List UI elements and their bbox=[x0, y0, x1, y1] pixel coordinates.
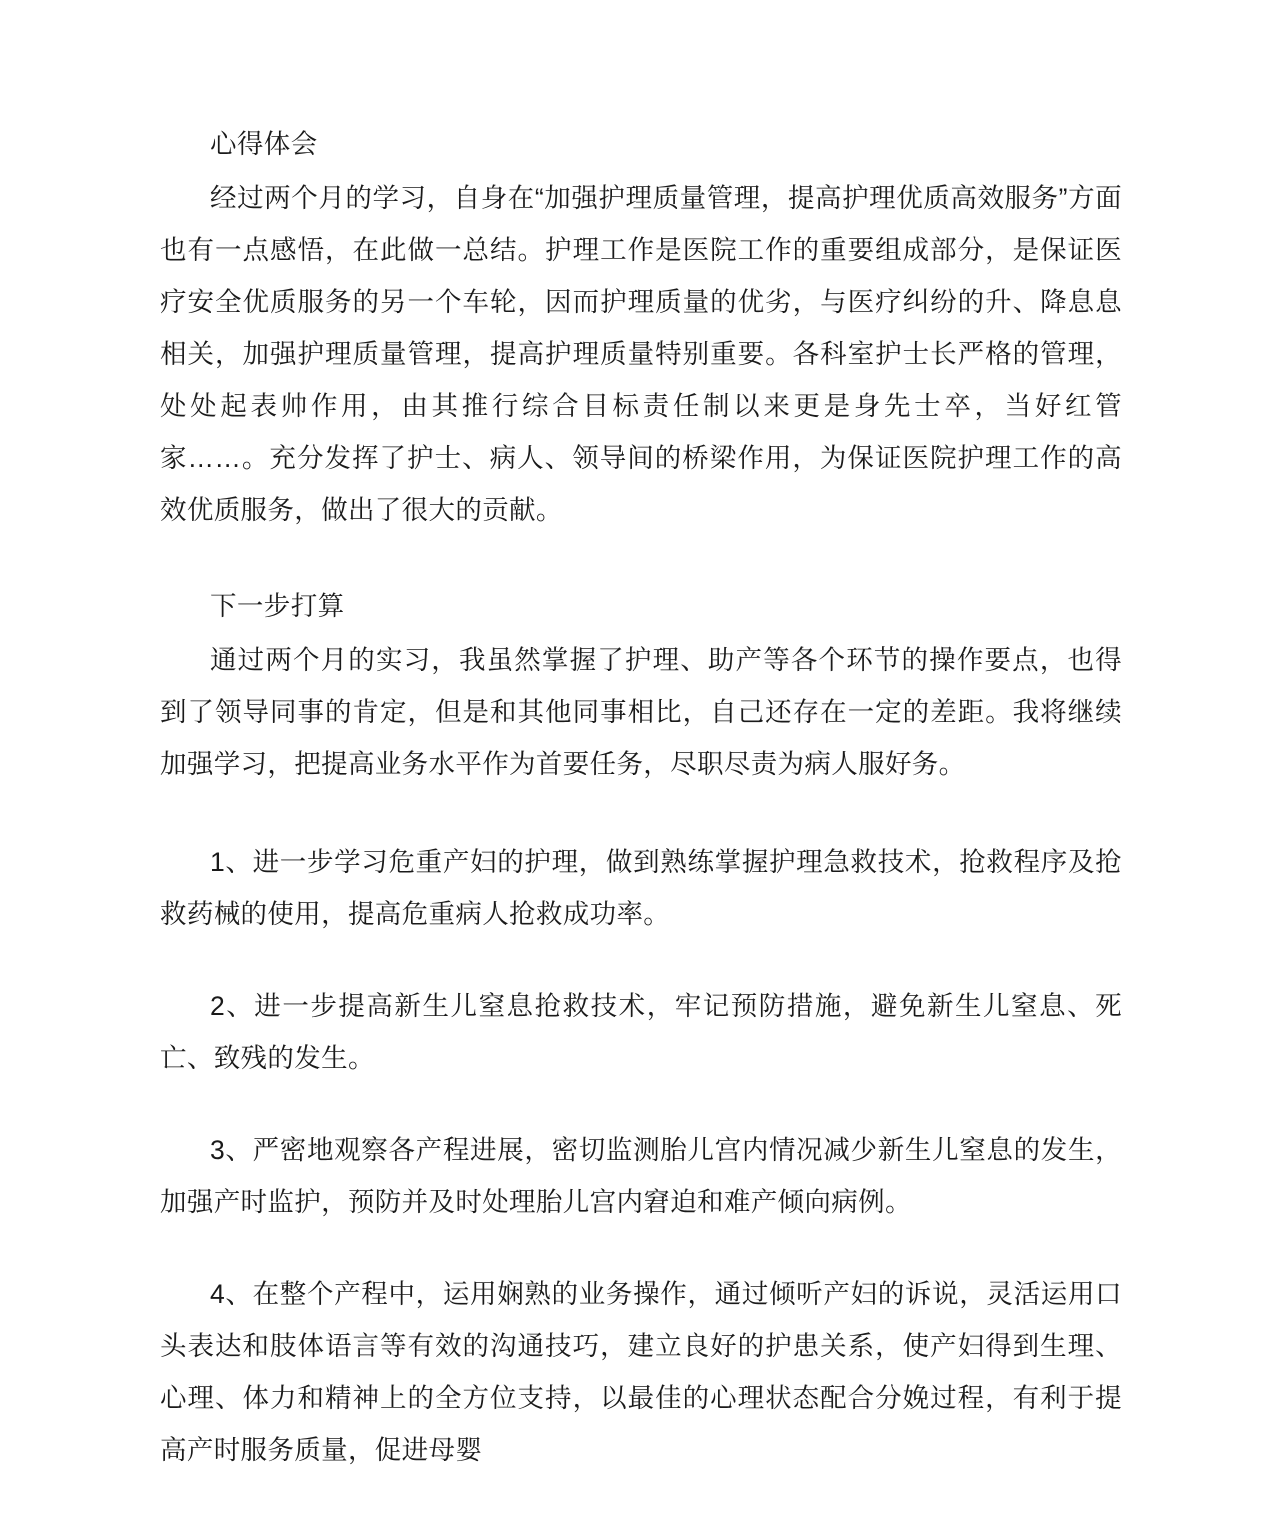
spacer bbox=[160, 790, 1122, 836]
numbered-item-1: 1、进一步学习危重产妇的护理，做到熟练掌握护理急救技术，抢救程序及抢救药械的使用，提高危重病人抢救成功率。 bbox=[160, 847, 1122, 929]
section-heading-experience: 心得体会 bbox=[210, 129, 318, 159]
spacer bbox=[160, 536, 1122, 580]
document-text-body bbox=[160, 118, 1122, 1476]
spacer bbox=[160, 1228, 1122, 1268]
paragraph-next-plan-1: 通过两个月的实习，我虽然掌握了护理、助产等各个环节的操作要点，也得到了领导同事的肯定，但是和其他同事相比，自己还存在一定的差距。我将继续加强学习，把提高业务水平作为首要任务，尽职尽责为病人服好务。 bbox=[160, 645, 1122, 779]
numbered-item-3: 3、严密地观察各产程进展，密切监测胎儿宫内情况减少新生儿窒息的发生，加强产时监护，预防并及时处理胎儿宫内窘迫和难产倾向病例。 bbox=[160, 1135, 1122, 1217]
paragraph-experience-1: 经过两个月的学习，自身在“加强护理质量管理，提高护理优质高效服务”方面也有一点感悟，在此做一总结。护理工作是医院工作的重要组成部分，是保证医疗安全优质服务的另一个车轮，因而护理质量的优劣，与医疗纠纷的升、降息息相关，加强护理质量管理，提高护理质量特别重要。各科室护士长严格的管理，处处起表帅作用，由其推行综合目标责任制以来更是身先士卒，当好红管家……。充分发挥了护士、病人、领导间的桥梁作用，为保证医院护理工作的高效优质服务，做出了很大的贡献。 bbox=[160, 183, 1122, 525]
section-heading-next-plan: 下一步打算 bbox=[210, 591, 345, 621]
spacer bbox=[160, 940, 1122, 980]
numbered-item-2: 2、进一步提高新生儿窒息抢救技术，牢记预防措施，避免新生儿窒息、死亡、致残的发生。 bbox=[160, 991, 1122, 1073]
numbered-item-4: 4、在整个产程中，运用娴熟的业务操作，通过倾听产妇的诉说，灵活运用口头表达和肢体语言等有效的沟通技巧，建立良好的护患关系，使产妇得到生理、心理、体力和精神上的全方位支持，以最佳的心理状态配合分娩过程，有利于提高产时服务质量，促进母婴 bbox=[160, 1279, 1122, 1465]
spacer bbox=[160, 1084, 1122, 1124]
